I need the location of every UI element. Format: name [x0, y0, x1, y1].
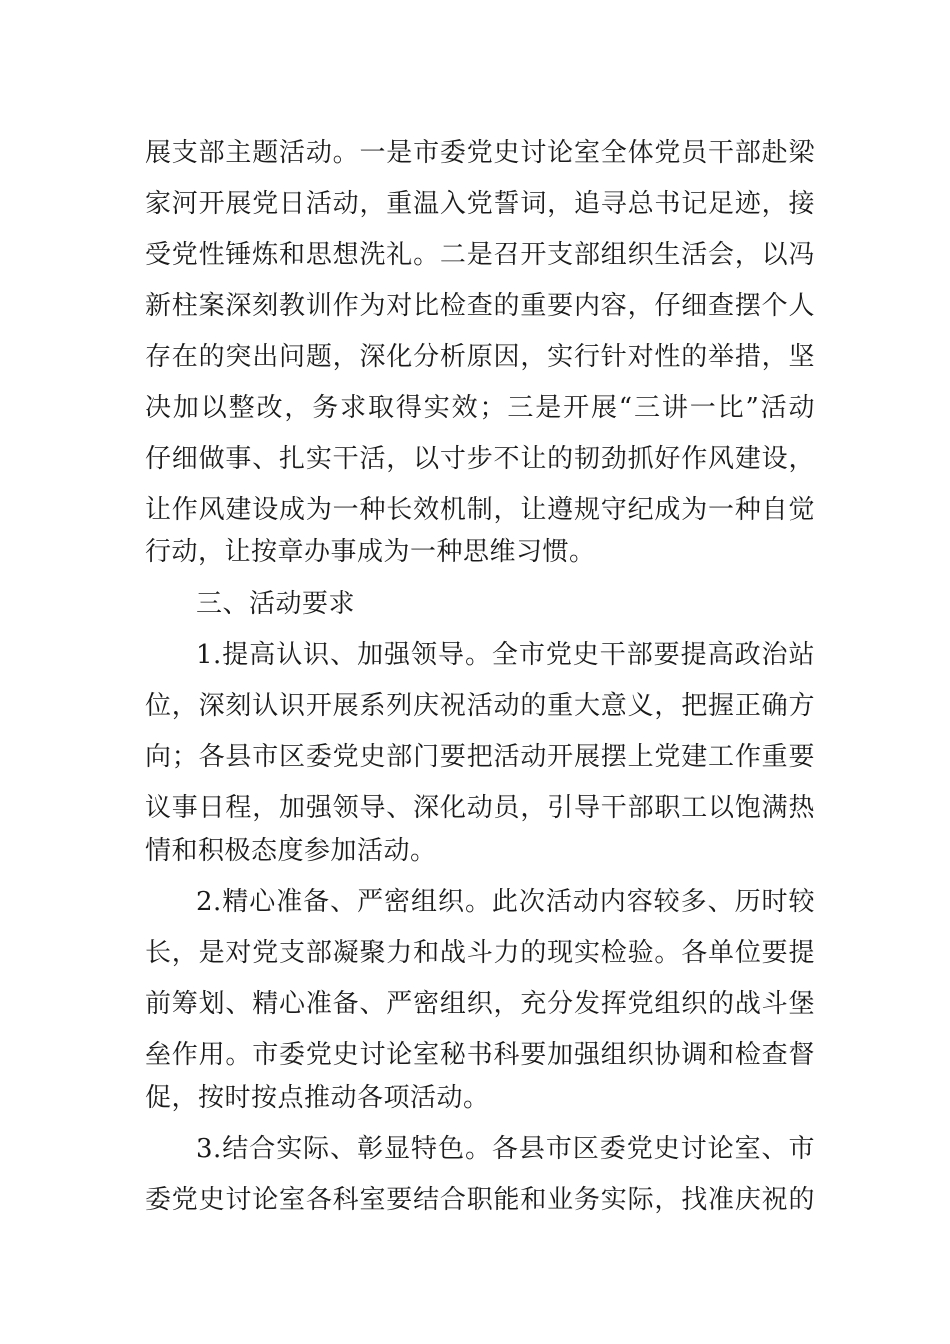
- paragraph-line: 前筹划、精心准备、严密组织，充分发挥党组织的战斗堡: [145, 989, 815, 1019]
- paragraph-line: 决加以整改，务求取得实效；三是开展“三讲一比”活动: [145, 393, 815, 423]
- paragraph-line: 3.结合实际、彰显特色。各县市区委党史讨论室、市: [196, 1134, 815, 1164]
- paragraph-line: 仔细做事、扎实干活，以寸步不让的韧劲抓好作风建设，: [145, 444, 815, 474]
- paragraph-line: 位，深刻认识开展系列庆祝活动的重大意义，把握正确方: [145, 691, 815, 721]
- paragraph-line: 议事日程，加强领导、深化动员，引导干部职工以饱满热: [145, 793, 815, 823]
- paragraph-line: 2.精心准备、严密组织。此次活动内容较多、历时较: [196, 887, 815, 917]
- paragraph-line: 促，按时按点推动各项活动。: [145, 1083, 490, 1113]
- paragraph-line: 向；各县市区委党史部门要把活动开展摆上党建工作重要: [145, 742, 815, 772]
- paragraph-line: 受党性锤炼和思想洗礼。二是召开支部组织生活会，以冯: [145, 240, 815, 270]
- paragraph-line: 展支部主题活动。一是市委党史讨论室全体党员干部赴梁: [145, 138, 815, 168]
- paragraph-line: 让作风建设成为一种长效机制，让遵规守纪成为一种自觉: [145, 495, 815, 525]
- paragraph-line: 行动，让按章办事成为一种思维习惯。: [145, 537, 596, 567]
- paragraph-line: 垒作用。市委党史讨论室秘书科要加强组织协调和检查督: [145, 1040, 815, 1070]
- paragraph-line: 情和积极态度参加活动。: [145, 836, 437, 866]
- section-heading: 三、活动要求: [196, 589, 356, 619]
- paragraph-line: 长，是对党支部凝聚力和战斗力的现实检验。各单位要提: [145, 938, 815, 968]
- paragraph-line: 委党史讨论室各科室要结合职能和业务实际，找准庆祝的: [145, 1185, 815, 1215]
- paragraph-line: 家河开展党日活动，重温入党誓词，追寻总书记足迹，接: [145, 189, 815, 219]
- paragraph-line: 存在的突出问题，深化分析原因，实行针对性的举措，坚: [145, 342, 815, 372]
- paragraph-line: 新柱案深刻教训作为对比检查的重要内容，仔细查摆个人: [145, 291, 815, 321]
- paragraph-line: 1.提高认识、加强领导。全市党史干部要提高政治站: [196, 640, 815, 670]
